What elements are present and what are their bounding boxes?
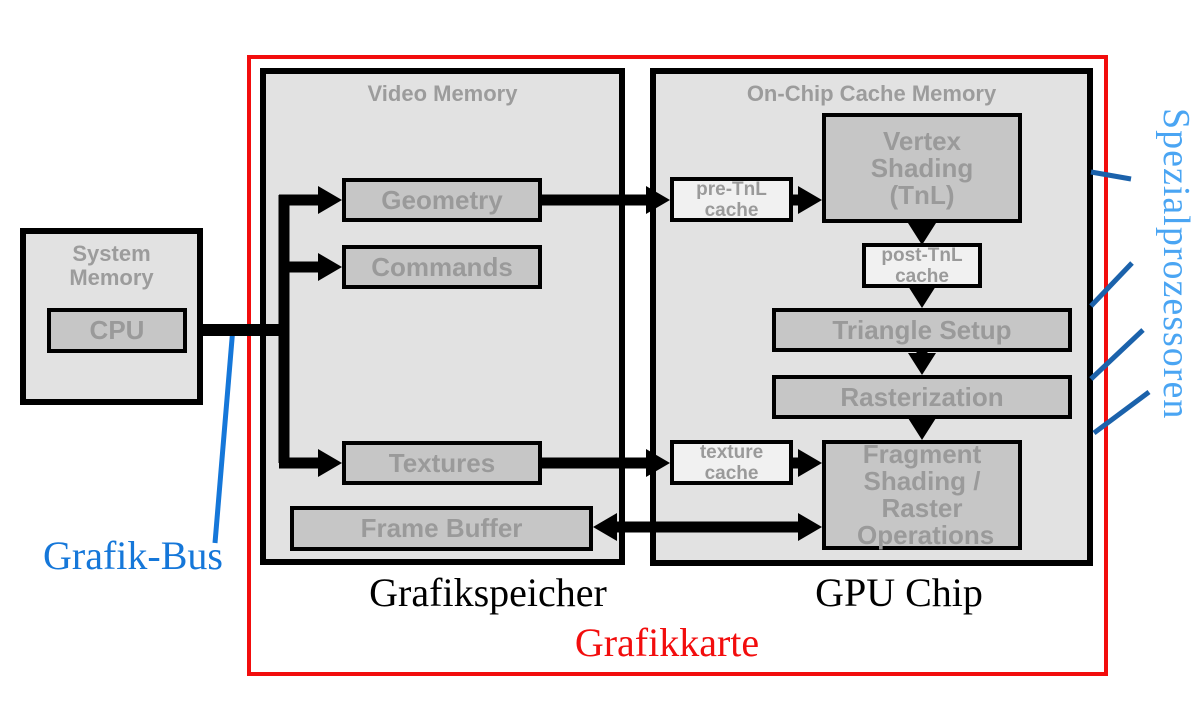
arrow-framebuffer bbox=[593, 513, 617, 541]
arrow-geometry bbox=[318, 186, 342, 214]
arrow-vertex bbox=[798, 186, 822, 214]
grafikspeicher-caption: Grafikspeicher bbox=[369, 570, 607, 615]
video-memory-title: Video Memory bbox=[367, 81, 518, 106]
spezialprozessoren-caption: Spezialprozessoren bbox=[1155, 108, 1197, 420]
system-memory-title: System Memory bbox=[69, 241, 154, 290]
gpu-chip-caption: GPU Chip bbox=[815, 570, 983, 615]
spezial-pointer-rasterization bbox=[1091, 330, 1143, 379]
geometry-block bbox=[342, 178, 542, 222]
arrow-fragment-from-framebuffer bbox=[798, 513, 822, 541]
arrow-rasterization bbox=[908, 353, 936, 375]
arrow-posttnl bbox=[908, 223, 936, 245]
triangle-setup-block bbox=[772, 308, 1072, 352]
texture-cache-block bbox=[670, 440, 793, 485]
cpu-label: CPU bbox=[89, 315, 145, 345]
pre-tnl-cache-block bbox=[670, 177, 793, 222]
post-tnl-cache-block bbox=[862, 243, 982, 288]
grafik-bus-caption: Grafik-Bus bbox=[43, 533, 223, 578]
arrow-textures bbox=[318, 449, 342, 477]
fragment-shading-block bbox=[822, 440, 1022, 550]
textures-label: Textures bbox=[388, 447, 496, 478]
spezial-pointer-fragment bbox=[1094, 392, 1149, 433]
arrow-fragment-shading bbox=[908, 418, 936, 440]
texture-cache-label: texture cache bbox=[699, 441, 764, 484]
vertex-shading-block bbox=[822, 113, 1022, 223]
geometry-label: Geometry bbox=[381, 184, 503, 215]
commands-label: Commands bbox=[371, 251, 513, 282]
rasterization-label: Rasterization bbox=[840, 381, 1004, 412]
arrow-texcache bbox=[646, 449, 670, 477]
arrow-triangle-setup bbox=[908, 286, 936, 308]
vertex-shading-label: Vertex Shading (TnL) bbox=[870, 125, 974, 210]
triangle-setup-label: Triangle Setup bbox=[832, 314, 1012, 345]
cpu-block bbox=[47, 308, 187, 353]
grafikkarte-caption: Grafikkarte bbox=[574, 620, 760, 665]
fragment-shading-label: Fragment Shading / Raster Operations bbox=[857, 439, 995, 550]
rasterization-block bbox=[772, 375, 1072, 419]
spezial-pointer-triangle bbox=[1091, 263, 1132, 306]
frame-buffer-label: Frame Buffer bbox=[360, 513, 523, 543]
post-tnl-cache-label: post-TnL cache bbox=[881, 244, 963, 287]
textures-block bbox=[342, 441, 542, 485]
on-chip-cache-title: On-Chip Cache Memory bbox=[746, 81, 997, 106]
arrow-pretnl bbox=[646, 186, 670, 214]
commands-block bbox=[342, 245, 542, 289]
arrow-fragment-from-texcache bbox=[798, 449, 822, 477]
frame-buffer-block bbox=[290, 506, 593, 551]
pre-tnl-cache-label: pre-TnL cache bbox=[696, 178, 767, 221]
arrow-commands bbox=[318, 253, 342, 281]
grafik-bus-pointer-line bbox=[215, 327, 233, 543]
spezial-pointer-vertex bbox=[1091, 172, 1131, 179]
